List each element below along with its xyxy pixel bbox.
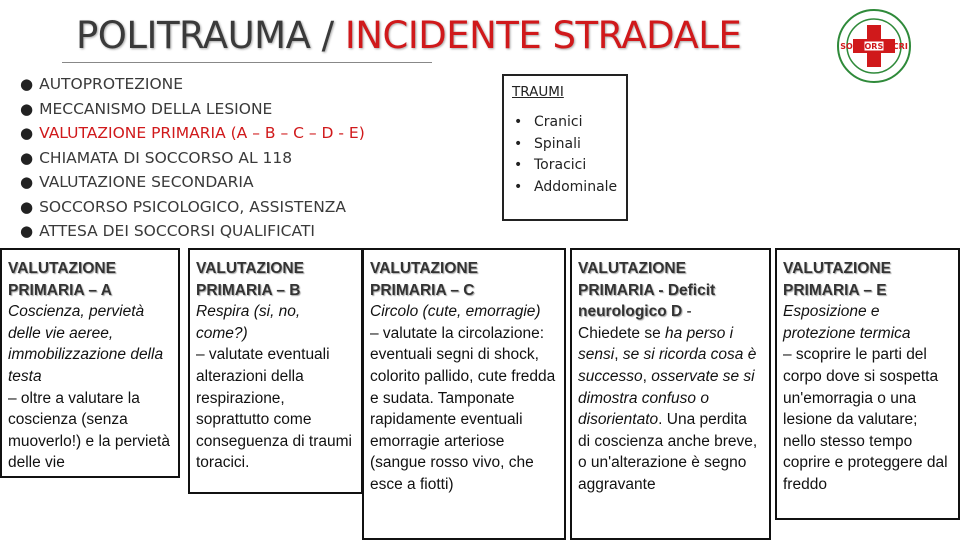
bullet-icon: •	[514, 157, 523, 173]
bullet-icon: ●	[20, 124, 34, 142]
bullet-icon: ●	[20, 99, 34, 118]
checklist-item: ● AUTOPROTEZIONE	[20, 75, 184, 93]
card-primaria-a	[0, 248, 180, 478]
page-title	[76, 14, 741, 58]
card-subtitle: Esposizione e protezione termica	[783, 303, 911, 342]
bullet-icon: ●	[20, 75, 34, 93]
traumi-list	[514, 112, 617, 198]
list-item: • Addominale	[514, 177, 617, 199]
card-heading: PRIMARIA – B	[196, 281, 301, 299]
card-primaria-d	[570, 248, 771, 540]
bullet-icon: •	[514, 114, 523, 130]
checklist-item: ● SOCCORSO PSICOLOGICO, ASSISTENZA	[20, 197, 347, 216]
card-body: – oltre a valutare la coscienza (senza muoverlo!) e la pervietà delle vie	[8, 389, 170, 472]
red-cross-logo	[836, 8, 912, 84]
bullet-icon: ●	[20, 173, 34, 191]
steps-checklist	[20, 72, 365, 244]
logo-text: SOCCORSO CRI	[840, 42, 908, 51]
list-item: • Spinali	[514, 134, 617, 156]
card-heading: VALUTAZIONE	[8, 260, 116, 277]
card-body: Chiedete se ha perso i sensi, se si ricorda cosa è successo, osservate se si dimostra confuso o disorientato. Una perdita di coscienza anche breve, o un'alterazione è segno aggravante	[578, 324, 758, 493]
card-body: – scoprire le parti del corpo dove si sospetta un'emorragia o una lesione da valutare; nello stesso tempo coprire e proteggere dal freddo	[783, 346, 948, 493]
card-primaria-e	[775, 248, 960, 520]
checklist-item: ● VALUTAZIONE PRIMARIA (A – B – C – D - E)	[20, 124, 365, 142]
card-heading: VALUTAZIONE	[370, 260, 478, 277]
card-heading: VALUTAZIONE	[578, 260, 686, 277]
card-heading-line3: neurologico D -	[578, 303, 692, 321]
card-heading: PRIMARIA – A	[8, 281, 112, 299]
list-item: • Cranici	[514, 112, 617, 134]
bullet-icon: •	[514, 178, 523, 195]
list-item: • Toracici	[514, 155, 617, 177]
title-part-2: INCIDENTE STRADALE	[344, 14, 742, 57]
bullet-icon: ●	[20, 148, 34, 167]
bullet-icon: ●	[20, 197, 34, 216]
card-primaria-b	[188, 248, 363, 494]
checklist-item: ● VALUTAZIONE SECONDARIA	[20, 173, 254, 191]
card-body: – valutate eventuali alterazioni della respirazione, soprattutto come conseguenza di traumi toracici.	[196, 346, 352, 472]
bullet-icon: ●	[20, 222, 34, 240]
checklist-item: ● ATTESA DEI SOCCORSI QUALIFICATI	[20, 222, 315, 240]
card-subtitle: Circolo (cute, emorragie)	[370, 303, 541, 321]
card-heading: VALUTAZIONE	[196, 260, 304, 277]
card-body: – valutate la circolazione: eventuali segni di shock, colorito pallido, cute fredda e sudata. Tamponate rapidamente eventuali emorragie arteriose (sangue rosso vivo, che esce a fiotti)	[370, 324, 556, 493]
checklist-item: ● CHIAMATA DI SOCCORSO AL 118	[20, 148, 293, 167]
card-heading: PRIMARIA - Deficit	[578, 281, 716, 299]
bullet-icon: •	[514, 135, 523, 152]
card-subtitle: Coscienza, pervietà delle vie aeree, immobilizzazione della testa	[8, 303, 164, 385]
card-primaria-c	[362, 248, 566, 540]
card-heading: PRIMARIA – E	[783, 281, 887, 299]
card-heading: VALUTAZIONE	[783, 260, 891, 277]
title-underline	[62, 62, 432, 63]
checklist-item: ● MECCANISMO DELLA LESIONE	[20, 99, 273, 118]
title-part-1: POLITRAUMA /	[76, 14, 345, 57]
traumi-box	[502, 74, 628, 221]
card-heading: PRIMARIA – C	[370, 281, 475, 299]
card-subtitle: Respira (si, no, come?)	[196, 303, 301, 342]
traumi-title: TRAUMI	[512, 84, 564, 100]
